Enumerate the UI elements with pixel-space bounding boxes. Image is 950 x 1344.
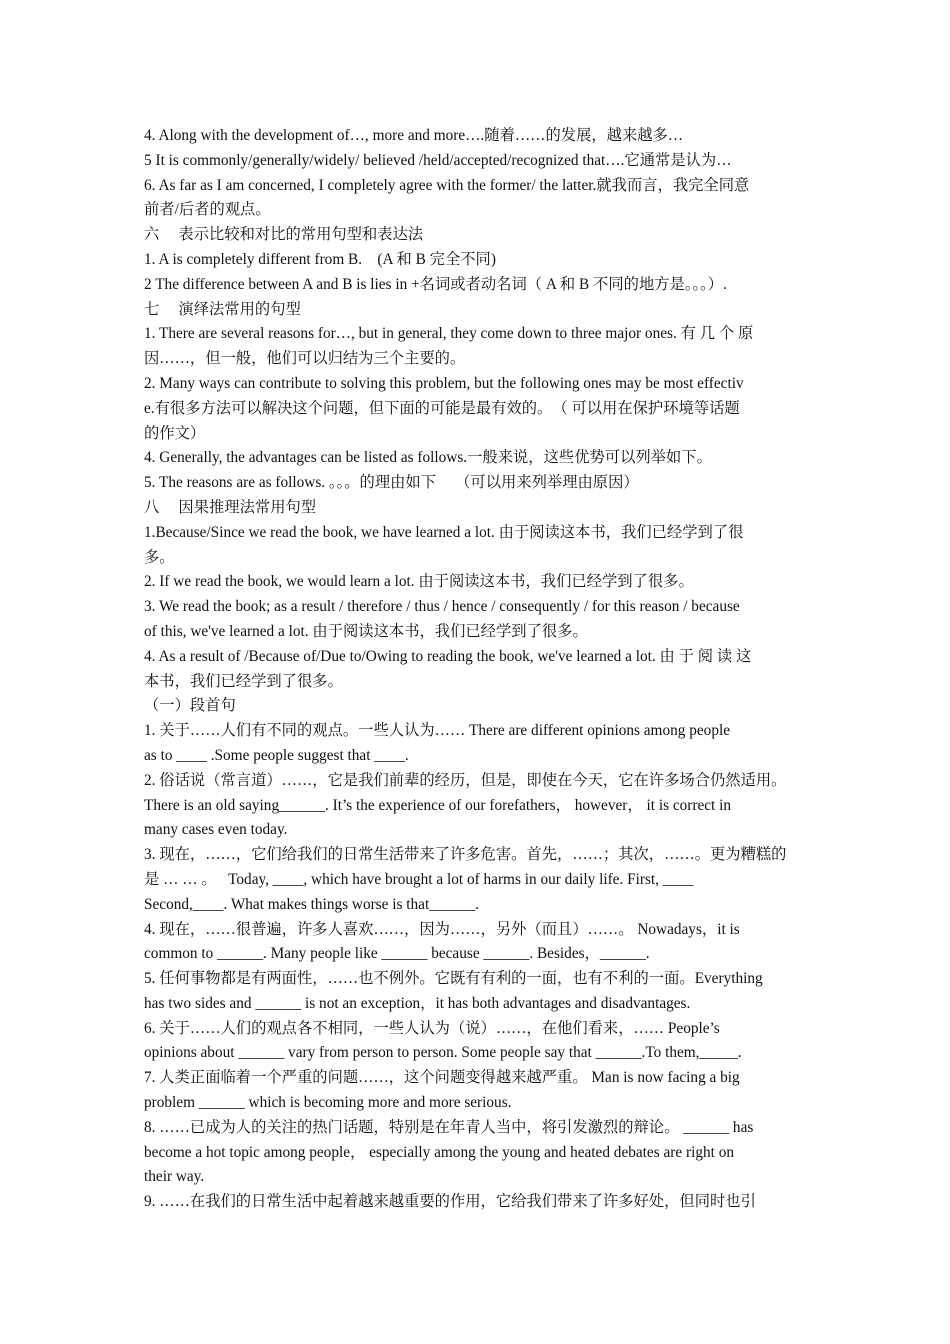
text-line: 本书，我们已经学到了很多。 xyxy=(144,672,343,690)
text-line: 5. 任何事物都是有两面性，……也不例外。它既有有利的一面，也有不利的一面。Everything xyxy=(144,970,763,988)
text-line: 前者/后者的观点。 xyxy=(144,201,271,219)
text-line: 6. 关于……人们的观点各不相同，一些人认为（说）……，在他们看来，…… People’s xyxy=(144,1019,720,1037)
text-line: 7. 人类正面临着一个严重的问题……，这个问题变得越来越严重。 Man is now facing a big xyxy=(144,1069,740,1087)
text-line: of this, we've learned a lot. 由于阅读这本书，我们已经学到了很多。 xyxy=(144,622,588,640)
text-line: 因……，但一般，他们可以归结为三个主要的。 xyxy=(144,350,466,368)
text-line: 4. Along with the development of…, more and more….随着……的发展，越来越多… xyxy=(144,127,684,144)
section-heading: 七 演绎法常用的句型 xyxy=(144,300,301,318)
text-line: e.有很多方法可以解决这个问题，但下面的可能是最有效的。 （ 可以用在保护环境等话题 xyxy=(144,399,740,417)
text-line: 2. Many ways can contribute to solving this problem, but the following ones may be most effectiv xyxy=(144,374,744,392)
text-line: 2. If we read the book, we would learn a lot. 由于阅读这本书，我们已经学到了很多。 xyxy=(144,573,694,591)
text-line: 4. 现在，……很普遍，许多人喜欢……，因为……，另外（而且）……。 Nowadays，it is xyxy=(144,920,740,938)
text-line: many cases even today. xyxy=(144,821,288,839)
text-line: become a hot topic among people， especially among the young and heated debates are right on xyxy=(144,1143,735,1161)
text-line: 1. 关于……人们有不同的观点。一些人认为…… There are different opinions among people xyxy=(144,722,731,740)
text-line: 3. 现在，……，它们给我们的日常生活带来了许多危害。首先，……；其次，……。更为糟糕的 xyxy=(144,846,787,864)
text-line: common to ______. Many people like ______ because ______. Besides，______. xyxy=(144,945,650,963)
text-line: 1. There are several reasons for…, but in general, they come down to three major ones. 有 几 个 原 xyxy=(144,325,754,343)
text-line: 4. As a result of /Because of/Due to/Owing to reading the book, we've learned a lot. 由 于 阅 读 这 xyxy=(144,647,752,665)
text-line: as to ____ .Some people suggest that ____. xyxy=(144,746,409,764)
text-line: There is an old saying______. It’s the experience of our forefathers， however， it is correct in xyxy=(144,796,732,814)
text-line: 9. ……在我们的日常生活中起着越来越重要的作用，它给我们带来了许多好处，但同时也引 xyxy=(144,1193,756,1211)
text-line: 1. A is completely different from B. (A 和 B 完全不同) xyxy=(144,250,496,268)
text-line: 2. 俗话说（常言道）……，它是我们前辈的经历，但是，即使在今天，它在许多场合仍然适用。 xyxy=(144,771,787,789)
text-line: their way. xyxy=(144,1168,205,1186)
text-line: 4. Generally, the advantages can be listed as follows.一般来说，这些优势可以列举如下。 xyxy=(144,449,712,467)
text-line: 多。 xyxy=(144,548,175,566)
text-line: 1.Because/Since we read the book, we have learned a lot. 由于阅读这本书，我们已经学到了很 xyxy=(144,523,744,541)
text-line: Second,____. What makes things worse is that______. xyxy=(144,895,479,913)
document-page xyxy=(144,124,806,1215)
text-line: 的作文） xyxy=(144,424,206,442)
text-line: 是 … … 。 Today, ____, which have brought a lot of harms in our daily life. First, ____ xyxy=(144,870,694,888)
section-heading: 八 因果推理法常用句型 xyxy=(144,498,317,516)
text-line: 2 The difference between A and B is lies in +名词或者动名词（ A 和 B 不同的地方是。。。）. xyxy=(144,275,727,293)
text-line: 5 It is commonly/generally/widely/ believed /held/accepted/recognized that….它通常是认为… xyxy=(144,151,732,169)
text-line: 8. ……已成为人的关注的热门话题，特别是在年青人当中，将引发激烈的辩论。 ______ has xyxy=(144,1118,754,1136)
text-line: opinions about ______ vary from person to person. Some people say that ______.To them,_____. xyxy=(144,1044,742,1062)
text-line: problem ______ which is becoming more and more serious. xyxy=(144,1094,512,1112)
text-line: 5. The reasons are as follows. 。。。的理由如下 （可以用来列举理由原因） xyxy=(144,474,639,492)
section-heading: 六 表示比较和对比的常用句型和表达法 xyxy=(144,226,424,244)
section-heading: （一）段首句 xyxy=(144,697,236,715)
text-line: 3. We read the book; as a result / therefore / thus / hence / consequently / for this reason / because xyxy=(144,598,740,616)
text-line: has two sides and ______ is not an exception，it has both advantages and disadvantages. xyxy=(144,994,691,1012)
text-line: 6. As far as I am concerned, I completely agree with the former/ the latter.就我而言，我完全同意 xyxy=(144,176,750,194)
